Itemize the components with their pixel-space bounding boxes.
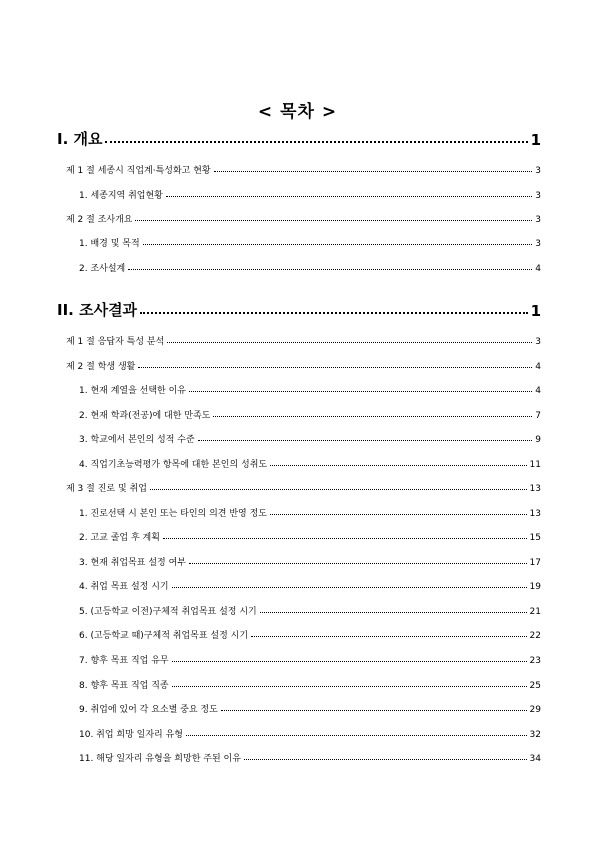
toc-entry[interactable] [79, 380, 541, 396]
leader-dots [150, 489, 527, 490]
toc-entry[interactable] [79, 576, 541, 592]
toc-entry-page: 23 [529, 656, 541, 666]
toc-entry-label: 3. 학교에서 본인의 성적 수준 [79, 435, 195, 445]
leader-dots [128, 269, 532, 270]
toc-entry[interactable] [79, 601, 541, 617]
toc-entry[interactable] [79, 429, 541, 445]
toc-entry-page: 3 [535, 166, 541, 176]
toc-entry-page: 34 [529, 754, 541, 764]
toc-entry-label: 6. (고등학교 때)구체적 취업목표 설정 시기 [79, 631, 249, 641]
toc-entry-label: 2. 조사설계 [79, 264, 126, 274]
toc-entry[interactable] [79, 650, 541, 666]
toc-entry-label: 7. 향후 목표 직업 유무 [79, 656, 169, 666]
toc-entry-page: 4 [535, 264, 541, 274]
toc-entry-label: 제 1 절 세종시 직업계·특성화고 현황 [66, 166, 211, 176]
toc-chapter-label: II. 조사결과 [57, 301, 138, 319]
toc-entry[interactable] [79, 625, 541, 641]
toc-entry[interactable] [79, 748, 541, 764]
toc-entry[interactable] [66, 356, 541, 372]
toc-entry-label: 11. 해당 일자리 유형을 희망한 주된 이유 [79, 754, 241, 764]
toc-entry[interactable] [79, 503, 541, 519]
toc-entry-label: 제 2 절 학생 생활 [66, 362, 136, 372]
toc-chapter[interactable] [57, 298, 541, 320]
toc-entry-label: 제 2 절 조사개요 [66, 215, 133, 225]
toc-entry-label: 9. 취업에 있어 각 요소별 중요 정도 [79, 705, 218, 715]
leader-dots [138, 367, 532, 368]
toc-entry[interactable] [79, 699, 541, 715]
toc-entry-page: 15 [529, 533, 541, 543]
leader-dots [143, 244, 533, 245]
toc-entry[interactable] [66, 478, 541, 494]
toc-entry-label: 제 1 절 응답자 특성 분석 [66, 337, 165, 347]
toc-entry-page: 4 [535, 362, 541, 372]
toc-entry[interactable] [79, 552, 541, 568]
toc-entry-page: 3 [535, 191, 541, 201]
leader-dots [105, 141, 527, 143]
toc-entry-label: 5. (고등학교 이전)구체적 취업목표 설정 시기 [79, 607, 257, 617]
toc-entry-page: 3 [535, 215, 541, 225]
toc-entry[interactable] [66, 209, 541, 225]
toc-entry-page: 13 [529, 484, 541, 494]
toc-entry-label: 3. 현재 취업목표 설정 여부 [79, 558, 186, 568]
leader-dots [221, 710, 527, 711]
toc-entry-page: 17 [529, 558, 541, 568]
toc-entry-label: 4. 취업 목표 설정 시기 [79, 582, 169, 592]
toc-entry[interactable] [79, 675, 541, 691]
toc-chapter-label: I. 개요 [57, 130, 103, 148]
toc-entry-page: 9 [535, 435, 541, 445]
toc-entry-label: 8. 향후 목표 직업 직종 [79, 681, 169, 691]
toc-entry[interactable] [79, 724, 541, 740]
leader-dots [140, 312, 528, 314]
leader-dots [186, 735, 527, 736]
leader-dots [198, 440, 533, 441]
toc-entry-page: 3 [535, 337, 541, 347]
toc-entry-page: 25 [529, 681, 541, 691]
toc-chapter-page: 1 [530, 302, 541, 320]
toc-entry-page: 19 [529, 582, 541, 592]
toc-chapter-page: 1 [530, 131, 541, 149]
leader-dots [244, 759, 527, 760]
toc-entry-page: 13 [529, 509, 541, 519]
toc-entry-page: 22 [529, 631, 541, 641]
toc-entry[interactable] [66, 160, 541, 176]
leader-dots [213, 416, 532, 417]
leader-dots [189, 391, 532, 392]
toc-entry-page: 11 [529, 460, 541, 470]
page-title: < 목차 > [257, 102, 338, 122]
toc-entry[interactable] [79, 258, 541, 274]
leader-dots [135, 220, 532, 221]
toc-entry-label: 1. 배경 및 목적 [79, 239, 140, 249]
toc-entry-label: 제 3 절 진로 및 취업 [66, 484, 147, 494]
leader-dots [251, 636, 527, 637]
leader-dots [167, 342, 532, 343]
toc-entry-page: 4 [535, 386, 541, 396]
toc-entry[interactable] [66, 331, 541, 347]
toc-entry[interactable] [79, 527, 541, 543]
leader-dots [163, 538, 527, 539]
leader-dots [260, 612, 527, 613]
toc-entry-label: 1. 진로선택 시 본인 또는 타인의 의견 반영 정도 [79, 509, 267, 519]
toc-entry[interactable] [79, 405, 541, 421]
toc-entry[interactable] [79, 454, 541, 470]
toc-entry-page: 29 [529, 705, 541, 715]
toc-entry[interactable] [79, 185, 541, 201]
toc-entry-page: 21 [529, 607, 541, 617]
leader-dots [166, 196, 532, 197]
toc-entry-label: 10. 취업 희망 일자리 유형 [79, 730, 184, 740]
toc-entry-label: 1. 현재 계열을 선택한 이유 [79, 386, 186, 396]
leader-dots [172, 686, 527, 687]
leader-dots [214, 171, 533, 172]
toc-entry-label: 2. 고교 졸업 후 계획 [79, 533, 160, 543]
toc-entry[interactable] [79, 233, 541, 249]
leader-dots [172, 587, 527, 588]
leader-dots [270, 514, 527, 515]
toc-entry-label: 4. 직업기초능력평가 항목에 대한 본인의 성취도 [79, 460, 268, 470]
toc-entry-page: 3 [535, 239, 541, 249]
leader-dots [189, 563, 527, 564]
toc-entry-label: 1. 세종지역 취업현황 [79, 191, 163, 201]
leader-dots [270, 465, 526, 466]
toc-chapter[interactable] [57, 127, 541, 149]
toc-entry-page: 7 [535, 411, 541, 421]
toc-entry-label: 2. 현재 학과(전공)에 대한 만족도 [79, 411, 211, 421]
leader-dots [172, 661, 527, 662]
toc-entry-page: 32 [529, 730, 541, 740]
